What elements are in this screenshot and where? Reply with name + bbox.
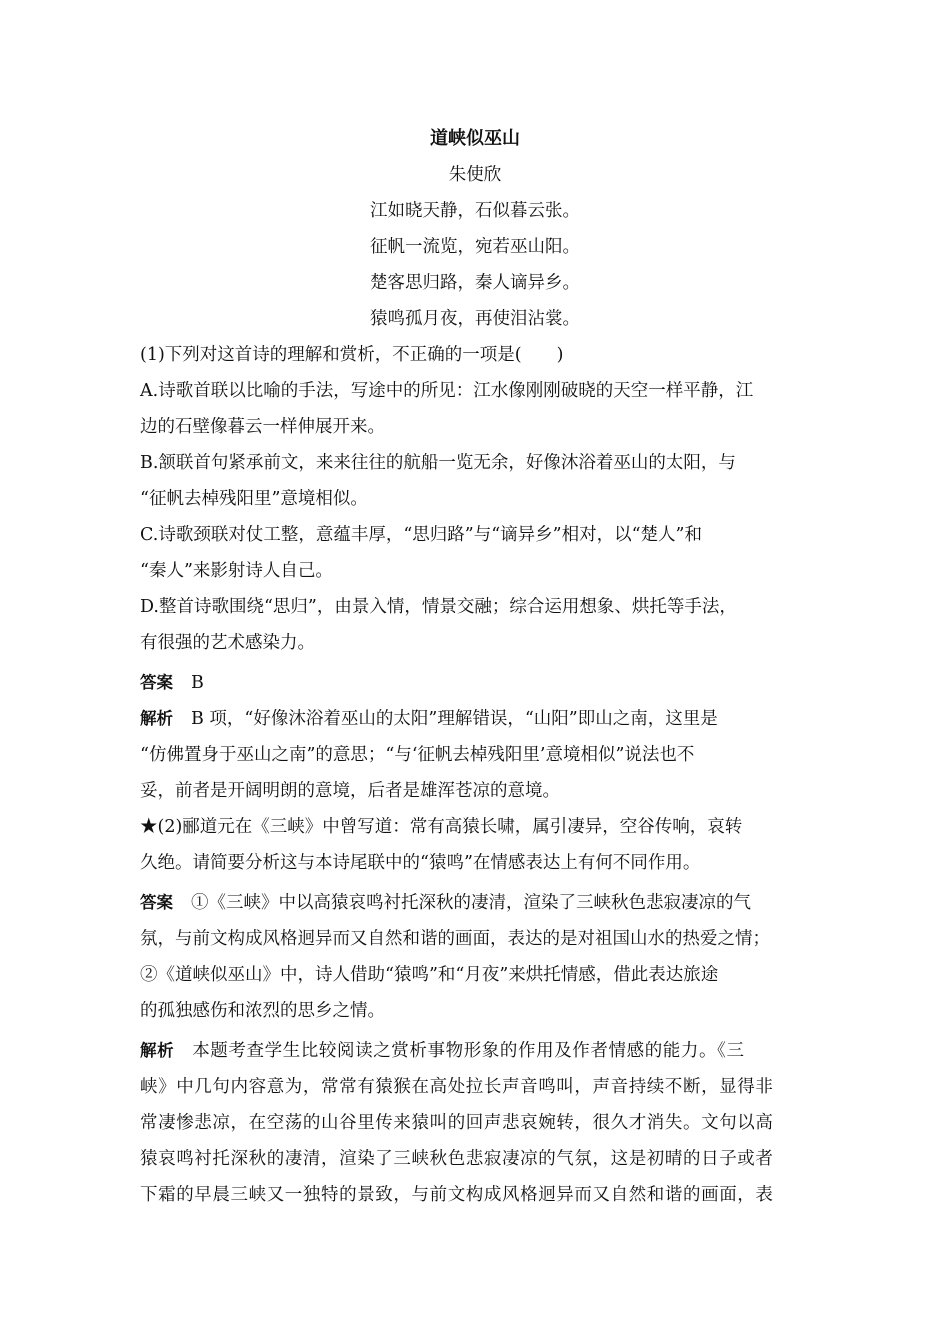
option-a-line: A.诗歌首联以比喻的手法，写途中的所见：江水像刚刚破晓的天空一样平静，江 bbox=[140, 381, 754, 401]
answer-1-row bbox=[140, 671, 204, 695]
analysis-text: B 项，“好像沐浴着巫山的太阳”理解错误，“山阳”即山之南，这里是 bbox=[191, 709, 718, 729]
option-b-line: “征帆去棹残阳里”意境相似。 bbox=[140, 489, 368, 509]
analysis-text: 本题考查学生比较阅读之赏析事物形象的作用及作者情感的能力。《三 bbox=[192, 1041, 745, 1061]
answer-line: 氛，与前文构成风格迥异而又自然和谐的画面，表达的是对祖国山水的热爱之情； bbox=[140, 929, 770, 949]
option-a-line: 边的石壁像暮云一样伸展开来。 bbox=[140, 417, 385, 437]
answer-value: B bbox=[191, 673, 204, 693]
question-2-stem: 久绝。请简要分析这与本诗尾联中的“猿鸣”在情感表达上有何不同作用。 bbox=[140, 853, 701, 873]
analysis-line: 猿哀鸣衬托深秋的凄清，渲染了三峡秋色悲寂凄凉的气氛，这是初晴的日子或者 bbox=[140, 1149, 774, 1169]
poem-line: 征帆一流览，宛若巫山阳。 bbox=[370, 237, 580, 257]
answer-2-row bbox=[140, 891, 751, 915]
answer-line: 的孤独感伤和浓烈的思乡之情。 bbox=[140, 1001, 385, 1021]
analysis-line: 峡》中几句内容意为，常常有猿猴在高处拉长声音鸣叫，声音持续不断，显得非 bbox=[140, 1077, 774, 1097]
poem-line: 江如晓天静，石似暮云张。 bbox=[370, 201, 580, 221]
analysis-line: 妥，前者是开阔明朗的意境，后者是雄浑苍凉的意境。 bbox=[140, 781, 560, 801]
analysis-label: 解析 bbox=[140, 1041, 175, 1060]
question-1-stem: (1)下列对这首诗的理解和赏析，不正确的一项是( ) bbox=[140, 345, 564, 365]
analysis-label: 解析 bbox=[140, 709, 173, 728]
poem-title: 道峡似巫山 bbox=[430, 128, 520, 149]
option-d-line: D.整首诗歌围绕“思归”，由景入情，情景交融；综合运用想象、烘托等手法， bbox=[140, 597, 737, 617]
analysis-line: “仿佛置身于巫山之南”的意思；“与‘征帆去棹残阳里’意境相似”说法也不 bbox=[140, 745, 695, 765]
analysis-line: 下霜的早晨三峡又一独特的景致，与前文构成风格迥异而又自然和谐的画面，表 bbox=[140, 1185, 774, 1205]
analysis-1-row bbox=[140, 707, 718, 731]
poem-line: 猿鸣孤月夜，再使泪沾裳。 bbox=[370, 309, 580, 329]
option-c-line: “秦人”来影射诗人自己。 bbox=[140, 561, 333, 581]
answer-text: ①《三峡》中以高猿哀鸣衬托深秋的凄清，渲染了三峡秋色悲寂凄凉的气 bbox=[191, 893, 751, 913]
analysis-2-row bbox=[140, 1039, 745, 1063]
answer-line: ②《道峡似巫山》中，诗人借助“猿鸣”和“月夜”来烘托情感，借此表达旅途 bbox=[140, 965, 719, 985]
question-2-stem: ★(2)郦道元在《三峡》中曾写道：常有高猿长啸，属引凄异，空谷传响，哀转 bbox=[140, 817, 743, 837]
poem-author: 朱使欣 bbox=[448, 165, 502, 185]
answer-label: 答案 bbox=[140, 673, 173, 692]
option-c-line: C.诗歌颈联对仗工整，意蕴丰厚，“思归路”与“谪异乡”相对，以“楚人”和 bbox=[140, 525, 703, 545]
option-b-line: B.颔联首句紧承前文，来来往往的航船一览无余，好像沐浴着巫山的太阳，与 bbox=[140, 453, 736, 473]
poem-line: 楚客思归路，秦人谪异乡。 bbox=[370, 273, 580, 293]
answer-label: 答案 bbox=[140, 893, 173, 912]
option-d-line: 有很强的艺术感染力。 bbox=[140, 633, 315, 653]
analysis-line: 常凄惨悲凉，在空荡的山谷里传来猿叫的回声悲哀婉转，很久才消失。文句以高 bbox=[140, 1113, 774, 1133]
